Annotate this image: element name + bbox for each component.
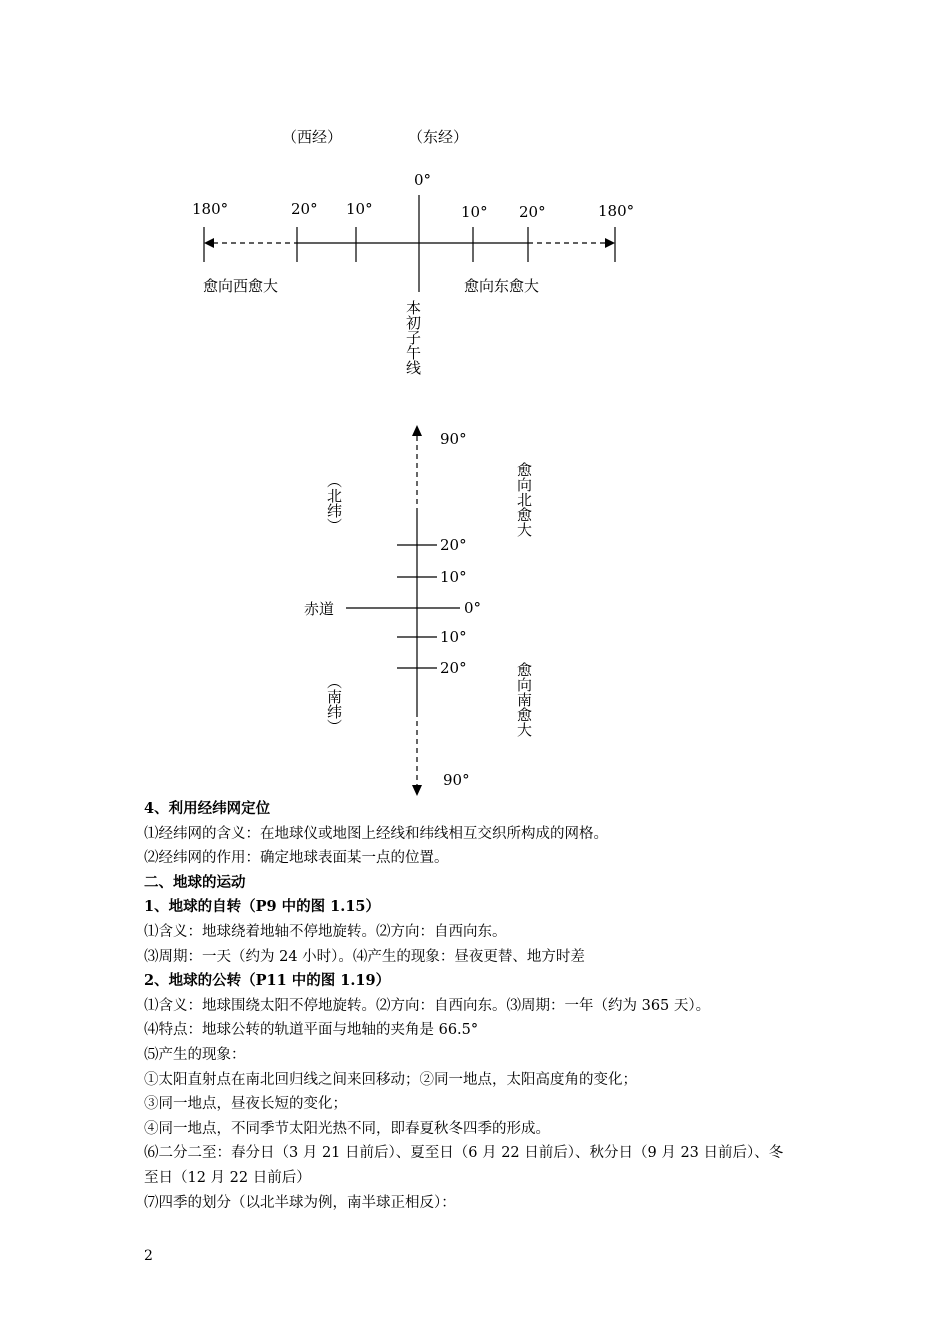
paragraph-line: ⑴经纬网的含义：在地球仪或地图上经线和纬线相互交织所构成的网格。 xyxy=(144,825,608,842)
west-arrowhead xyxy=(204,238,214,248)
tick-label-equator: 0° xyxy=(464,599,482,617)
paragraph-line: ③同一地点，昼夜长短的变化； xyxy=(144,1096,347,1113)
tick-label-e180: 180° xyxy=(598,202,635,220)
section-heading: 1、地球的自转（P9 中的图 1.15） xyxy=(144,898,380,916)
tick-label-n20: 20° xyxy=(440,536,467,554)
north-latitude-label: （北纬） xyxy=(325,473,343,533)
paragraph-line: ⑺四季的划分（以北半球为例，南半球正相反）： xyxy=(144,1194,456,1211)
east-increase-note: 愈向东愈大 xyxy=(464,277,540,295)
tick-label-e20: 20° xyxy=(519,203,546,221)
body-text xyxy=(144,797,824,1215)
paragraph-line: ⑴含义：地球围绕太阳不停地旋转。⑵方向：自西向东。⑶周期：一年（约为 365 天）。 xyxy=(144,997,711,1014)
section-heading: 4、利用经纬网定位 xyxy=(144,800,271,817)
south-arrowhead xyxy=(412,785,422,796)
section-heading: 2、地球的公转（P11 中的图 1.19） xyxy=(144,972,391,990)
longitude-diagram xyxy=(192,128,634,376)
paragraph-line: ⑷特点：地球公转的轨道平面与地轴的夹角是 66.5° xyxy=(144,1022,479,1039)
south-increase-note: 愈向南愈大 xyxy=(515,662,533,737)
latitude-diagram xyxy=(304,425,533,796)
west-longitude-label: （西经） xyxy=(282,128,343,146)
paragraph-line: ⑸产生的现象： xyxy=(144,1046,246,1063)
north-arrowhead xyxy=(412,425,422,436)
paragraph-line: ⑶周期：一天（约为 24 小时）。⑷产生的现象：昼夜更替、地方时差 xyxy=(144,948,585,965)
section-heading: 二、地球的运动 xyxy=(144,873,246,891)
tick-label-w180: 180° xyxy=(192,200,229,218)
west-increase-note: 愈向西愈大 xyxy=(203,277,279,295)
paragraph-line: 至日（12 月 22 日前后） xyxy=(144,1169,311,1186)
east-longitude-label: （东经） xyxy=(408,128,469,146)
east-arrowhead xyxy=(605,238,615,248)
north-increase-note: 愈向北愈大 xyxy=(515,462,533,537)
paragraph-line: ⑴含义：地球绕着地轴不停地旋转。⑵方向：自西向东。 xyxy=(144,923,507,940)
tick-label-n10: 10° xyxy=(440,568,467,586)
tick-label-w20: 20° xyxy=(291,200,318,218)
equator-label: 赤道 xyxy=(304,600,335,618)
paragraph-line: ④同一地点，不同季节太阳光热不同，即春夏秋冬四季的形成。 xyxy=(144,1120,550,1137)
page-number: 2 xyxy=(144,1248,153,1264)
tick-label-e10: 10° xyxy=(461,203,488,221)
tick-label-0: 0° xyxy=(414,171,432,189)
paragraph-line: ⑹二分二至：春分日（3 月 21 日前后）、夏至日（6 月 22 日前后）、秋分日（9 月 23 日前后）、冬 xyxy=(144,1145,784,1162)
tick-label-w10: 10° xyxy=(346,200,373,218)
south-latitude-label: （南纬） xyxy=(325,674,343,734)
tick-label-s10: 10° xyxy=(440,628,467,646)
paragraph-line: ⑵经纬网的作用：确定地球表面某一点的位置。 xyxy=(144,850,449,867)
paragraph-line: ①太阳直射点在南北回归线之间来回移动；②同一地点，太阳高度角的变化； xyxy=(144,1071,637,1088)
south-pole-label: 90° xyxy=(443,771,470,789)
north-pole-label: 90° xyxy=(440,430,467,448)
tick-label-s20: 20° xyxy=(440,659,467,677)
prime-meridian-label: 本初子午线 xyxy=(404,300,422,375)
